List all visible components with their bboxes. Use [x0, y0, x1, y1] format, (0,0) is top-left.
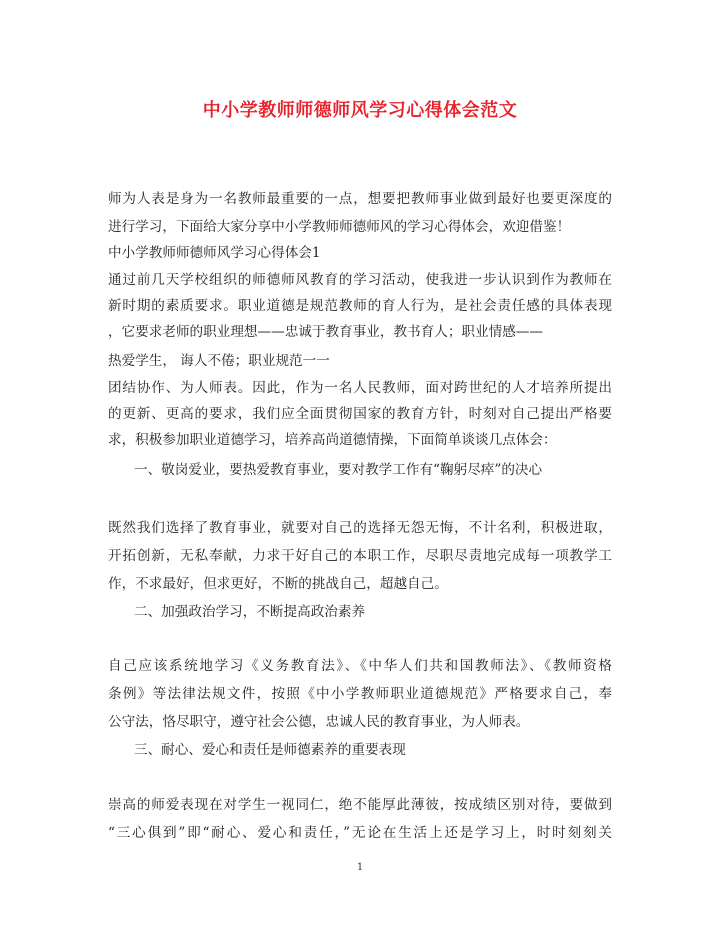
body-line: 进行学习，下面给大家分享中小学教师师德师风的学习心得体会，欢迎借鉴！: [108, 219, 571, 235]
document-title: 中小学教师师德师风学习心得体会范文: [202, 100, 518, 121]
body-line: 的更新、更高的要求，我们应全面贯彻国家的教育方针，时刻对自己提出严格要: [108, 406, 612, 422]
body-line: 开拓创新，无私奉献，力求干好自己的本职工作，尽职尽责地完成每一项教学工: [108, 548, 612, 564]
body-line: 团结协作、为人师表。因此，作为一名人民教师，面对跨世纪的人才培养所提出: [108, 380, 612, 396]
page-number: 1: [356, 862, 364, 873]
body-line: 既然我们选择了教育事业，就要对自己的选择无怨无悔，不计名利，积极进取，: [108, 520, 612, 536]
body-line: 新时期的素质要求。职业道德是规范教师的育人行为，是社会责任感的具体表现: [108, 298, 612, 314]
body-line: 公守法，恪尽职守，遵守社会公德，忠诚人民的教育事业，为人师表。: [108, 714, 530, 730]
point-heading: 二、加强政治学习，不断提高政治素养: [134, 604, 366, 620]
body-line: 条例》等法律法规文件，按照《中小学教师职业道德规范》严格要求自己，奉: [108, 686, 612, 702]
point-heading: 一、敬岗爱业，要热爱教育事业，要对教学工作有“鞠躬尽瘁”的决心: [134, 462, 543, 478]
body-line: 求，积极参加职业道德学习，培养高尚道德情操，下面简单谈谈几点体会：: [108, 432, 557, 448]
section-heading: 中小学教师师德师风学习心得体会1: [108, 245, 321, 261]
body-line: 师为人表是身为一名教师最重要的一点，想要把教师事业做到最好也要更深度的: [108, 191, 612, 207]
body-line: 崇高的师爱表现在对学生一视同仁，绝不能厚此薄彼，按成绩区别对待，要做到: [108, 797, 612, 813]
body-line: 热爱学生， 诲人不倦；职业规范一一: [108, 353, 330, 369]
point-heading: 三、耐心、爱心和责任是师德素养的重要表现: [134, 742, 406, 758]
body-line: 通过前几天学校组织的师德师风教育的学习活动，使我进一步认识到作为教师在: [108, 272, 612, 288]
body-line: 自己应该系统地学习《义务教育法》、《中华人们共和国教师法》、《教师资格: [108, 658, 612, 674]
body-line: 作，不求最好，但求更好，不断的挑战自己，超越自己。: [108, 576, 448, 592]
body-line: “三心俱到”即“耐心、爱心和责任，”无论在生活上还是学习上，时时刻刻关: [108, 825, 612, 841]
body-line: ，它要求老师的职业理想——忠诚于教育事业，教书育人；职业情感——: [108, 324, 543, 340]
